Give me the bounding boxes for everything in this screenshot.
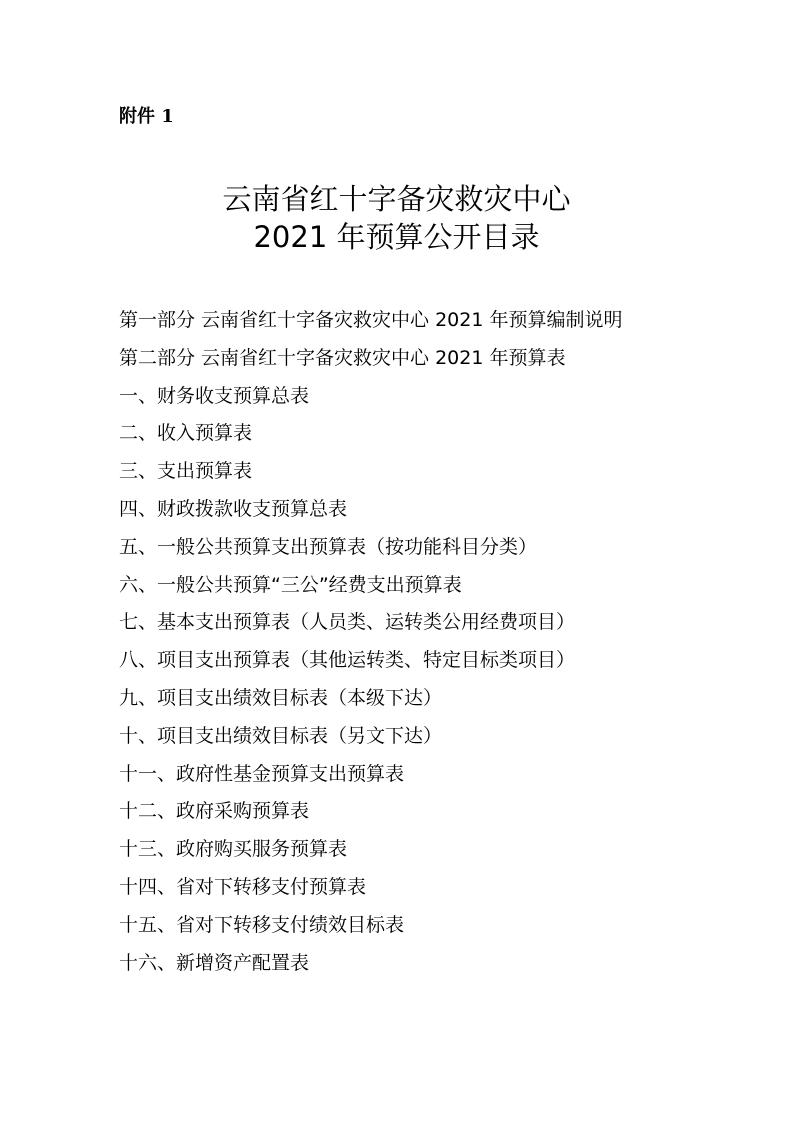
toc-item: 十一、政府性基金预算支出预算表	[119, 762, 405, 785]
attachment-label: 附件 1	[119, 106, 174, 127]
toc-item: 十三、政府购买服务预算表	[119, 838, 348, 861]
toc-item: 九、项目支出绩效目标表（本级下达）	[119, 686, 443, 709]
toc-item: 七、基本支出预算表（人员类、运转类公用经费项目）	[119, 611, 576, 634]
toc-part-2: 第二部分 云南省红十字备灾救灾中心 2021 年预算表	[119, 346, 566, 369]
table-of-contents	[119, 302, 622, 982]
toc-item: 一、财务收支预算总表	[119, 384, 310, 407]
toc-item: 十、项目支出绩效目标表（另文下达）	[119, 724, 443, 747]
title-line-1: 云南省红十字备灾救灾中心	[222, 182, 571, 216]
toc-item: 四、财政拨款收支预算总表	[119, 497, 348, 520]
toc-item: 二、收入预算表	[119, 422, 253, 445]
toc-item: 十六、新增资产配置表	[119, 951, 310, 974]
toc-item: 十五、省对下转移支付绩效目标表	[119, 913, 405, 936]
toc-item: 十四、省对下转移支付预算表	[119, 875, 367, 898]
toc-item: 十二、政府采购预算表	[119, 800, 310, 823]
toc-item: 八、项目支出预算表（其他运转类、特定目标类项目）	[119, 649, 576, 672]
toc-part-1: 第一部分 云南省红十字备灾救灾中心 2021 年预算编制说明	[119, 309, 623, 331]
document-title	[0, 180, 793, 256]
title-line-2: 2021 年预算公开目录	[253, 220, 540, 254]
toc-item: 五、一般公共预算支出预算表（按功能科目分类）	[119, 535, 538, 558]
toc-item: 六、一般公共预算“三公”经费支出预算表	[119, 573, 462, 596]
toc-item: 三、支出预算表	[119, 460, 253, 483]
